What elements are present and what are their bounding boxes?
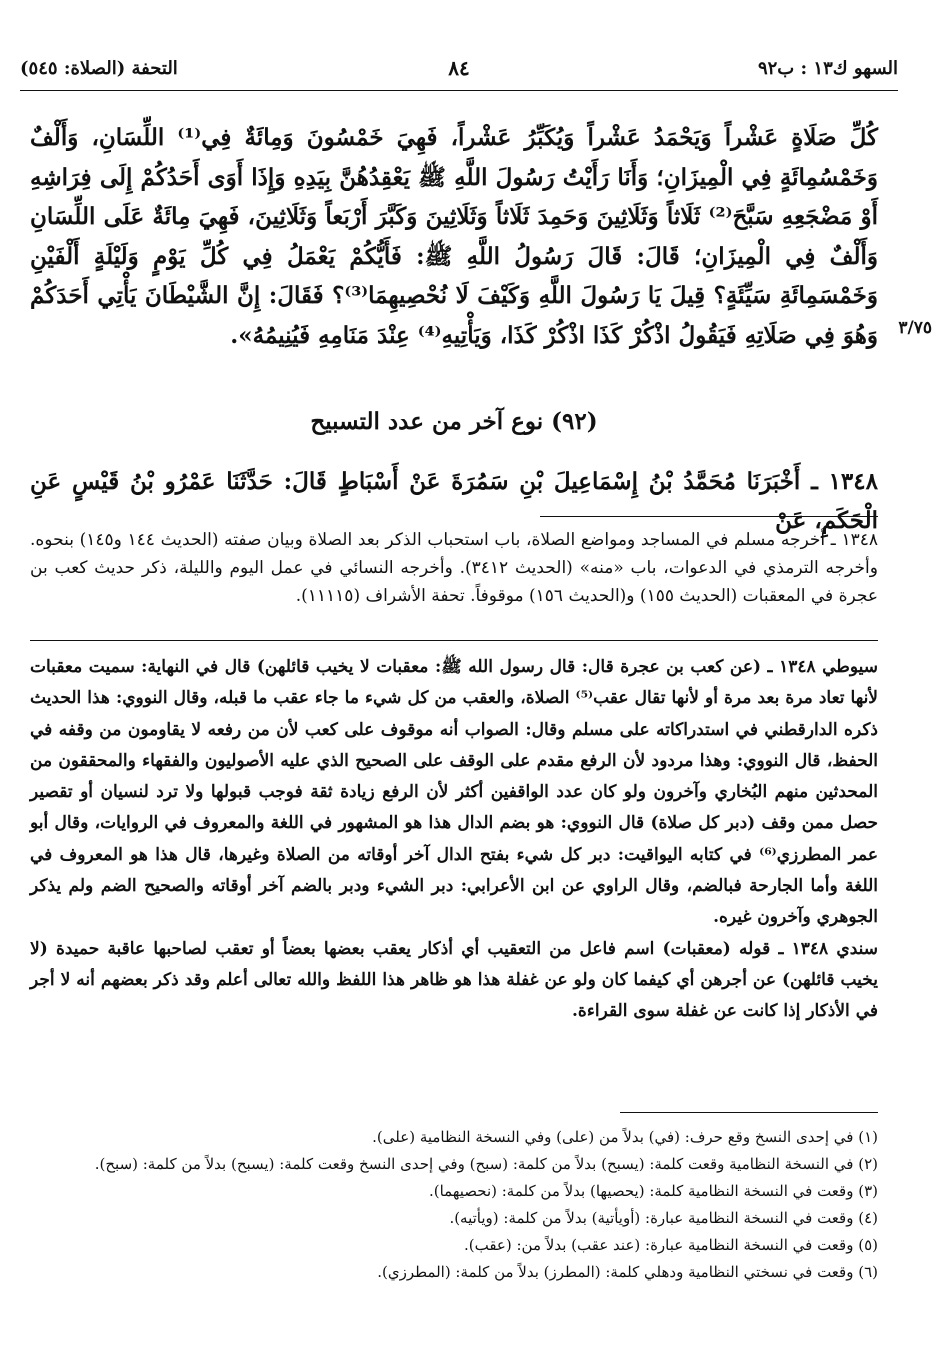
footnote-item: (٢) في النسخة النظامية وقعت كلمة: (يسبح) بدلاً من كلمة: (سبح) وفي إحدى النسخ وقعت كلمة: (يسبح) بدلاً من كلمة: (سبح). bbox=[94, 1155, 878, 1173]
page-number: ٨٤ bbox=[448, 56, 470, 80]
main-paragraph: كُلِّ صَلَاةٍ عَشْراً وَيَحْمَدُ عَشْراً وَيُكَبِّرُ عَشْراً، فَهِيَ خَمْسُونَ وَمِائَةٌ فِي⁽¹⁾ اللِّسَانِ، وَأَلْفٌ وَخَمْسُمِائَةٍ فِي الْمِيزَانِ؛ وَأَنَا رَأَيْتُ رَسُولَ اللَّهِ ﷺ يَعْقِدُهُنَّ بِيَدِهِ وَإِذَا أَوَى أَحَدُكُمْ إِلَى فِرَاشِهِ أَوْ مَضْجَعِهِ سَبَّحَ⁽²⁾ ثَلَاثاً وَثَلَاثِينَ وَحَمِدَ ثَلَاثاً وَثَلَاثِينَ وَكَبَّرَ أَرْبَعاً وَثَلَاثِينَ، فَهِيَ مِائَةٌ عَلَى اللِّسَانِ وَأَلْفٌ فِي الْمِيزَانِ؛ قَالَ: قَالَ رَسُولُ اللَّهِ ﷺ: فَأَيُّكُمْ يَعْمَلُ فِي كُلِّ يَوْمٍ وَلَيْلَةٍ أَلْفَيْنِ وَخَمْسَمِائَةِ سَيِّئَةٍ؟ قِيلَ يَا رَسُولَ اللَّهِ وَكَيْفَ لَا نُحْصِيهِمَا⁽³⁾؟ فَقَالَ: إِنَّ الشَّيْطَانَ يَأْتِي أَحَدَكُمْ وَهُوَ فِي صَلَاتِهِ فَيَقُولُ اذْكُرْ كَذَا اذْكُرْ كَذَا، وَيَأْتِيهِ⁽⁴⁾ عِنْدَ مَنَامِهِ فَيُنِيمُهُ». bbox=[30, 124, 878, 349]
main-hadith-text bbox=[30, 118, 878, 355]
commentary-label: سندي bbox=[836, 938, 878, 959]
commentary-text: ١٣٤٨ ـ قوله (معقبات) اسم فاعل من التعقيب أي أذكار يعقب بعضها بعضاً أو تعقب لصاحبها عاقبة حميدة (لا يخيب قائلهن) عن أجرهن أي كيفما كان ولو عن غفلة هذا هو ظاهر هذا اللفظ والله تعالى أعلم وقد ذكر بعضهم أنه لا أجر في الأذكار إذا كانت عن غفلة سوى القراءة. bbox=[30, 938, 878, 1022]
footnote-item: (٦) وقعت في نسختي النظامية ودهلي كلمة: (المطرز) بدلاً من كلمة: (المطرزي). bbox=[377, 1263, 878, 1281]
header-divider bbox=[20, 90, 898, 91]
page-header bbox=[20, 54, 898, 82]
commentary-label: سيوطي bbox=[822, 657, 878, 677]
commentary-suyuti bbox=[30, 652, 878, 934]
footnote-item: (٤) وقعت في النسخة النظامية عبارة: (أويأتية) بدلاً من كلمة: (ويأتيه). bbox=[449, 1209, 878, 1227]
section-title: (٩٢) نوع آخر من عدد التسبيح bbox=[310, 408, 598, 435]
margin-reference: ٣/٧٥ bbox=[898, 318, 932, 338]
header-right-ref: السهو ك١٣ : ب٩٢ bbox=[757, 57, 898, 79]
commentary-section bbox=[30, 652, 878, 1028]
footnote-item: (٥) وقعت في النسخة النظامية عبارة: (عند عقب) بدلاً من: (عقب). bbox=[464, 1236, 878, 1254]
takhrij-note: ١٣٤٨ ـ أخرجه مسلم في المساجد ومواضع الصلاة، باب استحباب الذكر بعد الصلاة وبيان صفته (الحديث ١٤٤ و١٤٥) بنحوه. وأخرجه الترمذي في الدعوات، باب «منه» (الحديث ٣٤١٢). وأخرجه النسائي في عمل اليوم والليلة، ذكر حديث كعب بن عجرة في المعقبات (الحديث ١٥٥) و(الحديث ١٥٦) موقوفاً. تحفة الأشراف (١١١١٥). bbox=[30, 530, 878, 606]
takhrij-divider bbox=[540, 516, 878, 517]
commentary-sindi bbox=[30, 934, 878, 1028]
footnotes-divider bbox=[620, 1112, 878, 1113]
hadith-isnad: ١٣٤٨ ـ أَخْبَرَنَا مُحَمَّدُ بْنُ إِسْمَاعِيلَ بْنِ سَمُرَةَ عَنْ أَسْبَاطٍ قَالَ: حَدَّثَنَا عَمْرُو بْنُ قَيْسٍ عَنِ الْحَكَمِ، عَنْ bbox=[30, 468, 878, 534]
commentary-divider bbox=[30, 640, 878, 641]
footnote-item: (٣) وقعت في النسخة النظامية كلمة: (يحصيها) بدلاً من كلمة: (نحصيهما). bbox=[428, 1182, 878, 1200]
header-left-ref: التحفة (الصلاة: ٥٤٥) bbox=[20, 57, 178, 79]
footnote-item: (١) في إحدى النسخ وقع حرف: (في) بدلاً من (على) وفي النسخة النظامية (على). bbox=[372, 1128, 878, 1146]
footnotes bbox=[30, 1124, 878, 1286]
commentary-text: ١٣٤٨ ـ (عن كعب بن عجرة قال: قال رسول الله ﷺ: معقبات لا يخيب قائلهن) قال في النهاية: سميت معقبات لأنها تعاد مرة بعد مرة أو لأنها تقال عقب⁽⁵⁾ الصلاة، والعقب من كل شيء ما جاء عقب ما قبله، وقال النووي: هذا الحديث ذكره الدارقطني في استدراكاته على مسلم وقال: الصواب أنه موقوف على كعب لأن من رفعه لا يقاومون من وقفه في الحفظ، قال النووي: وهذا مردود لأن الرفع مقدم على الوقف على الصحيح الذي عليه الأصوليون والفقهاء والمحققون من المحدثين منهم البُخاري وآخرون ولو كان عدد الواقفين أكثر لأن الرفع زيادة ثقة فوجب قبولها ولا ترد لنسيان أو تقصير حصل ممن وقف (دبر كل صلاة) قال النووي: هو بضم الدال هذا هو المشهور في اللغة والمعروف في الروايات، وقال أبو عمر المطرزي⁽⁶⁾ في كتابه اليواقيت: دبر كل شيء بفتح الدال آخر أوقاته من الصلاة وغيرها، قال هذا هو المعروف في اللغة وأما الجارحة فبالضم، وقال الراوي عن ابن الأعرابي: دبر الشيء ودبر بالضم آخر أوقاته والصحيح الضم ولم يذكر الجوهري وآخرون غيره. bbox=[30, 657, 878, 928]
